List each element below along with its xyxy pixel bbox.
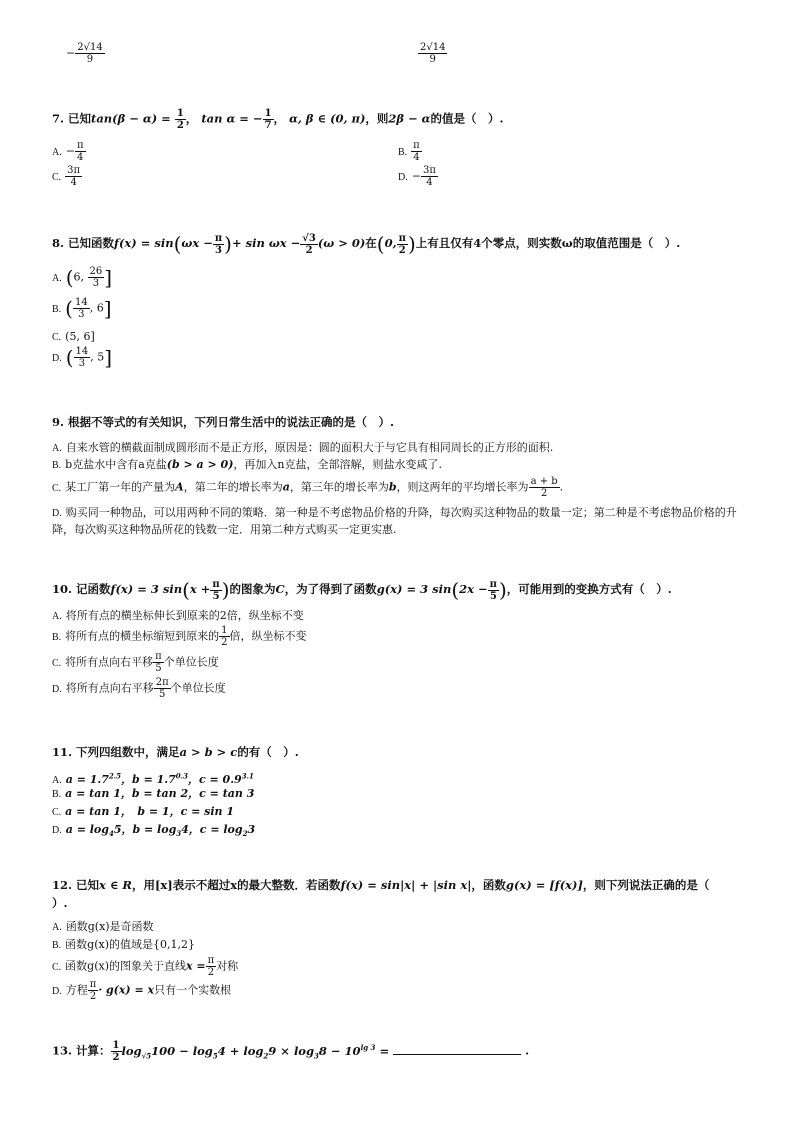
q10-option-d[interactable]: D. 将所有点向右平移 $\frac{2\pi}{5}$ 个单位长度 xyxy=(52,677,226,700)
q12-option-b[interactable]: B. 函数g(x)的值域是{0,1,2} xyxy=(52,938,195,951)
q9-option-c[interactable]: C. 某工厂第一年的产量为A，第二年的增长率为a，第三年的增长率为b，则这两年的平均增长率为 $\frac{a + b}{2}$ . xyxy=(52,476,564,499)
q11-option-a[interactable]: A. $a = 1.7^{2.5}$，$b = 1.7^{0.3}$，$c = 0.9^{3.1}$ xyxy=(52,771,254,786)
q9-option-a[interactable]: A. 自来水管的横截面制成圆形而不是正方形，原因是：圆的面积大于与它具有相同周长的正方形的面积. xyxy=(52,441,554,454)
q9-option-d[interactable]: D. 购买同一种物品，可以用两种不同的策略．第一种是不考虑物品价格的升降，每次购买这种物品的数量一定；第二种是不考虑物品价格的升降，每次购买这种物品所花的钱数一定．用第二种方式购买一定更实惠. xyxy=(52,506,737,536)
q7-stem: 7. 已知tan(β − α) = $\frac{1}{2}$ ， tan α = − $\frac{1}{7}$ ， α, β ∈ (0, π)，则2β − α的值是（ ）. xyxy=(52,108,504,131)
q8-option-c[interactable]: C. (5, 6] xyxy=(52,330,95,343)
q10-option-b[interactable]: B. 将所有点的横坐标缩短到原来的 $\frac{1}{2}$ 倍，纵坐标不变 xyxy=(52,625,307,648)
q10-stem: 10. 记函数f(x) = 3 sin(x + $\frac{\pi}{5}$ )的图象为C，为了得到了函数g(x) = 3 sin(2x − $\frac{\pi}{5}$ )，可能用到的变换方式有（ ）. xyxy=(52,578,672,602)
q7-option-c[interactable]: C. $\frac{3\pi}{4}$ xyxy=(52,165,81,188)
q11-option-b[interactable]: B. a = tan 1，b = tan 2，c = tan 3 xyxy=(52,787,255,800)
q13-answer-blank[interactable] xyxy=(393,1042,521,1055)
q9-option-b[interactable]: B. b克盐水中含有a克盐(b > a > 0)，再加入n克盐，全部溶解，则盐水变咸了. xyxy=(52,458,443,471)
q8-option-a[interactable]: A. (6, $\frac{26}{3}$ ] xyxy=(52,265,113,290)
q11-stem: 11. 下列四组数中，满足a > b > c的有（ ）. xyxy=(52,745,299,759)
prev-option-c: − $\frac{2√14}{9}$ xyxy=(66,42,103,65)
q13-stem: 13. 计算： $\frac{1}{2}$ $\log_{√5}100 - \log_54 + \log_29 \times \log_38 - 10^{lg 3}$ = . xyxy=(52,1040,530,1063)
q10-option-c[interactable]: C. 将所有点向右平移 $\frac{\pi}{5}$ 个单位长度 xyxy=(52,651,219,674)
q12-option-a[interactable]: A. 函数g(x)是奇函数 xyxy=(52,920,154,933)
q10-option-a[interactable]: A. 将所有点的横坐标伸长到原来的2倍，纵坐标不变 xyxy=(52,609,304,622)
prev-option-d: $\frac{2√14}{9}$ xyxy=(420,42,446,65)
q12-stem: 12. 已知x ∈ R，用[x]表示不超过x的最大整数．若函数f(x) = sin|x| + |sin x|，函数g(x) = [f(x)]，则下列说法正确的是（ xyxy=(52,878,710,892)
q11-option-d[interactable]: D. $a = \log_45$，$b = \log_34$，$c = \log_23$ xyxy=(52,823,256,839)
q8-stem: 8. 已知函数f(x) = sin(ωx − $\frac{\pi}{3}$ )+ sin ωx − $\frac{√3}{2}$ (ω > 0)在(0, $\frac{\pi}{2}$ )上有且仅有4个零点，则实数ω的取值范围是（ ）. xyxy=(52,232,681,256)
q7-option-d[interactable]: D. − $\frac{3\pi}{4}$ xyxy=(398,165,436,188)
q12-option-d[interactable]: D. 方程 $\frac{\pi}{2}$ · g(x) = x只有一个实数根 xyxy=(52,979,232,1002)
q8-option-d[interactable]: D. ( $\frac{14}{3}$ , 5] xyxy=(52,345,113,370)
q12-stem-end: ）. xyxy=(52,896,68,910)
q9-stem: 9. 根据不等式的有关知识，下列日常生活中的说法正确的是（ ）. xyxy=(52,415,395,429)
q7-option-a[interactable]: A. − $\frac{\pi}{4}$ xyxy=(52,140,84,163)
q11-option-c[interactable]: C. a = tan 1， b = 1，c = sin 1 xyxy=(52,805,235,818)
q12-option-c[interactable]: C. 函数g(x)的图象关于直线x = $\frac{\pi}{2}$ 对称 xyxy=(52,955,239,978)
q7-option-b[interactable]: B. $\frac{\pi}{4}$ xyxy=(398,140,420,163)
q8-option-b[interactable]: B. ( $\frac{14}{3}$ , 6] xyxy=(52,296,112,321)
